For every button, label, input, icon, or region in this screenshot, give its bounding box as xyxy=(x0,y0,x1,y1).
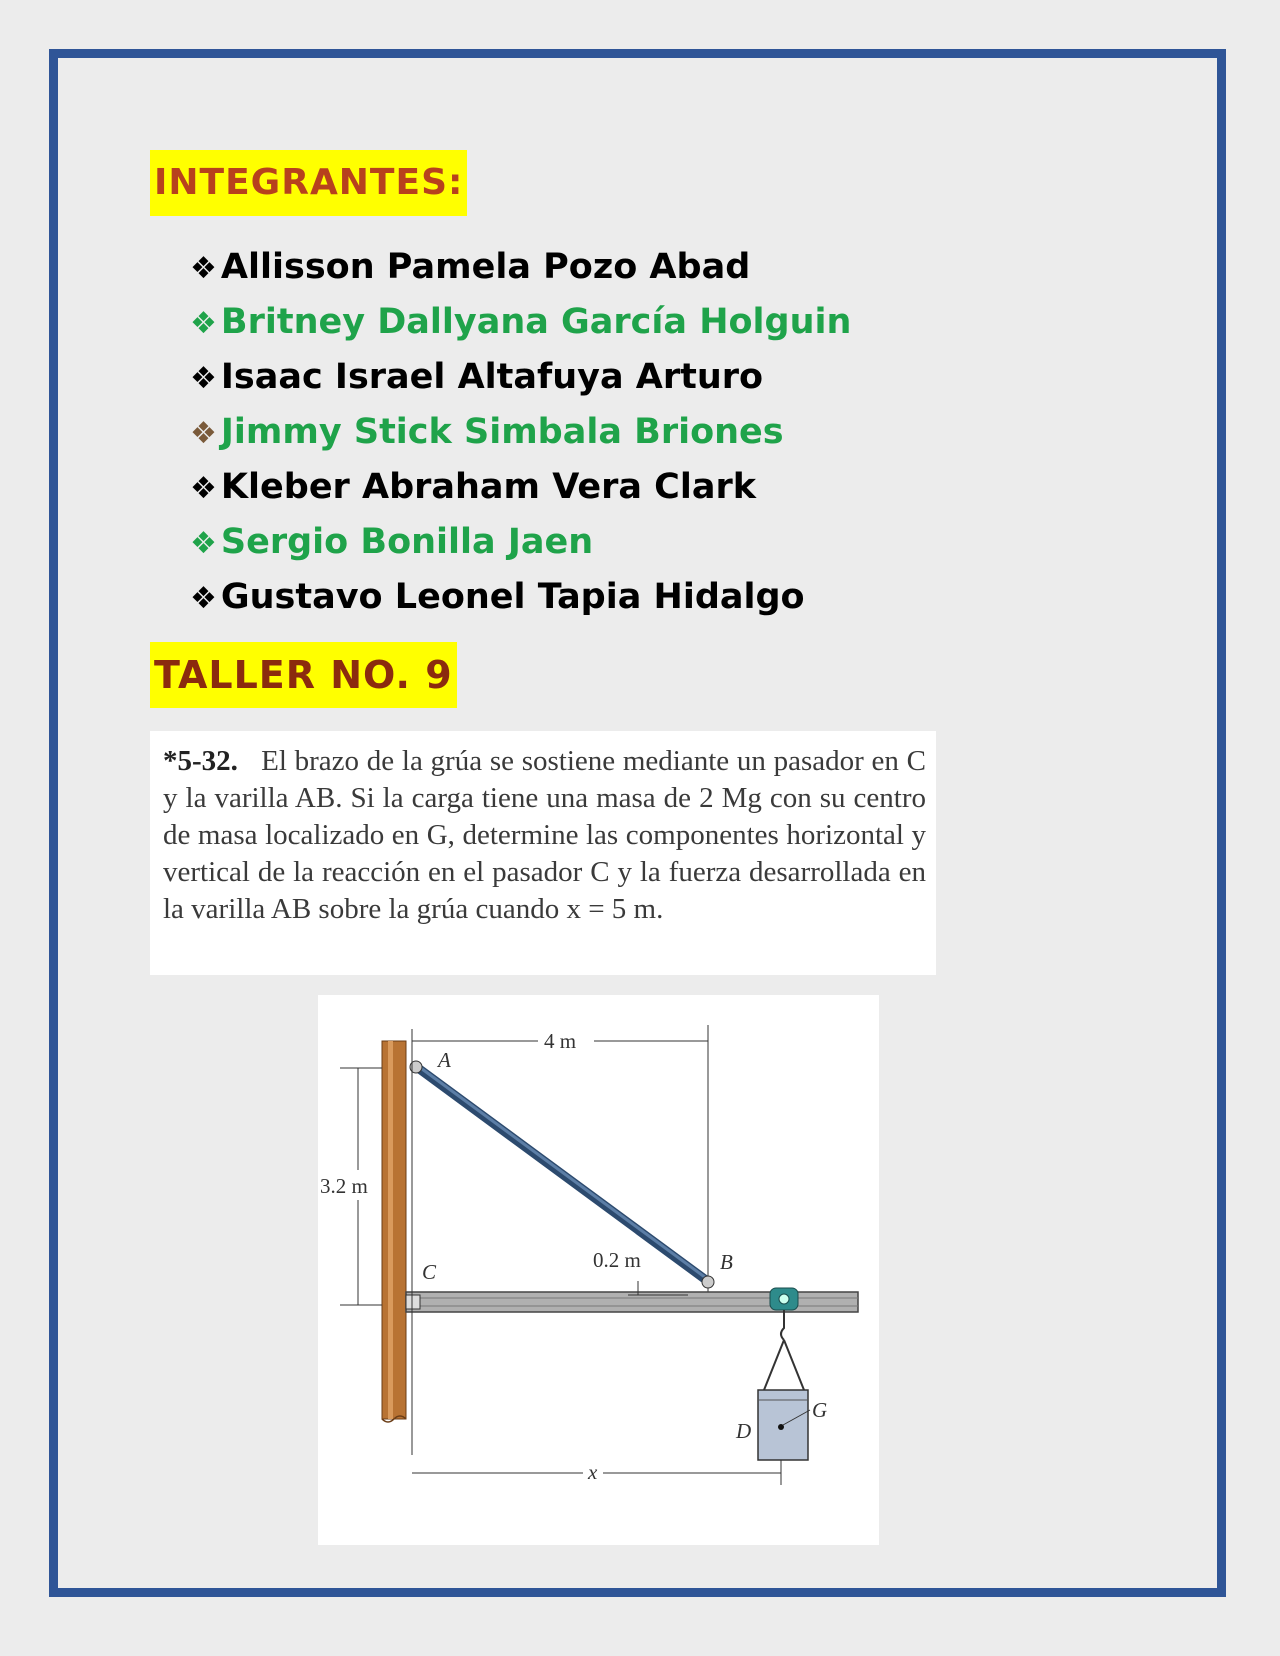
dim-4m-label: 4 m xyxy=(544,1029,577,1053)
dim-x-label: x xyxy=(588,1460,598,1484)
post-highlight xyxy=(388,1041,393,1419)
member-name: Kleber Abraham Vera Clark xyxy=(220,467,757,507)
point-a-label: A xyxy=(438,1048,451,1072)
pin-c xyxy=(406,1295,420,1309)
crane-figure xyxy=(318,995,879,1545)
member-item xyxy=(190,405,851,460)
cable-right xyxy=(784,1340,804,1390)
problem-text: El brazo de la grúa se sostiene mediante un pasador en C y la varilla AB. Si la carga tiene una masa de 2 Mg con su centro de masa localizado en G, determine las componentes horizontal y vertical de la reacción en el pasador C y la fuerza desarrollada en la varilla AB sobre la grúa cuando x = 5 m. xyxy=(163,745,927,925)
point-d-label: D xyxy=(736,1419,752,1443)
crane-diagram xyxy=(318,995,879,1545)
trolley-wheel xyxy=(779,1294,789,1304)
diamond-bullet-icon: ❖ xyxy=(190,306,217,341)
post xyxy=(382,1041,406,1419)
cable-left xyxy=(764,1340,784,1390)
rod-ab xyxy=(418,1068,706,1280)
diamond-bullet-icon: ❖ xyxy=(190,581,217,616)
integrantes-heading: INTEGRANTES: xyxy=(150,150,467,216)
member-item xyxy=(190,350,851,405)
member-item xyxy=(190,460,851,515)
dim-0-2m-label: 0.2 m xyxy=(593,1248,641,1272)
diamond-bullet-icon: ❖ xyxy=(190,471,217,506)
member-item xyxy=(190,240,851,295)
member-name: Jimmy Stick Simbala Briones xyxy=(220,412,784,452)
hook xyxy=(781,1310,784,1340)
diamond-bullet-icon: ❖ xyxy=(190,416,217,451)
problem-statement xyxy=(150,731,936,975)
point-g-label: G xyxy=(812,1398,828,1422)
member-name: Gustavo Leonel Tapia Hidalgo xyxy=(220,577,805,617)
member-item xyxy=(190,515,851,570)
pin-b xyxy=(702,1276,714,1288)
member-name: Britney Dallyana García Holguin xyxy=(220,302,852,342)
problem-number: *5-32. xyxy=(163,745,238,777)
diamond-bullet-icon: ❖ xyxy=(190,251,217,286)
point-b-label: B xyxy=(720,1250,733,1274)
member-item xyxy=(190,570,851,625)
rod-ab-highlight xyxy=(418,1066,706,1278)
point-c-label: C xyxy=(422,1260,437,1284)
members-list xyxy=(190,240,851,625)
taller-heading: TALLER NO. 9 xyxy=(150,642,457,708)
dim-3-2m-label: 3.2 m xyxy=(320,1174,368,1198)
member-name: Isaac Israel Altafuya Arturo xyxy=(220,357,764,397)
member-name: Allisson Pamela Pozo Abad xyxy=(220,247,751,287)
diamond-bullet-icon: ❖ xyxy=(190,526,217,561)
member-item xyxy=(190,295,851,350)
diamond-bullet-icon: ❖ xyxy=(190,361,217,396)
member-name: Sergio Bonilla Jaen xyxy=(220,522,594,562)
